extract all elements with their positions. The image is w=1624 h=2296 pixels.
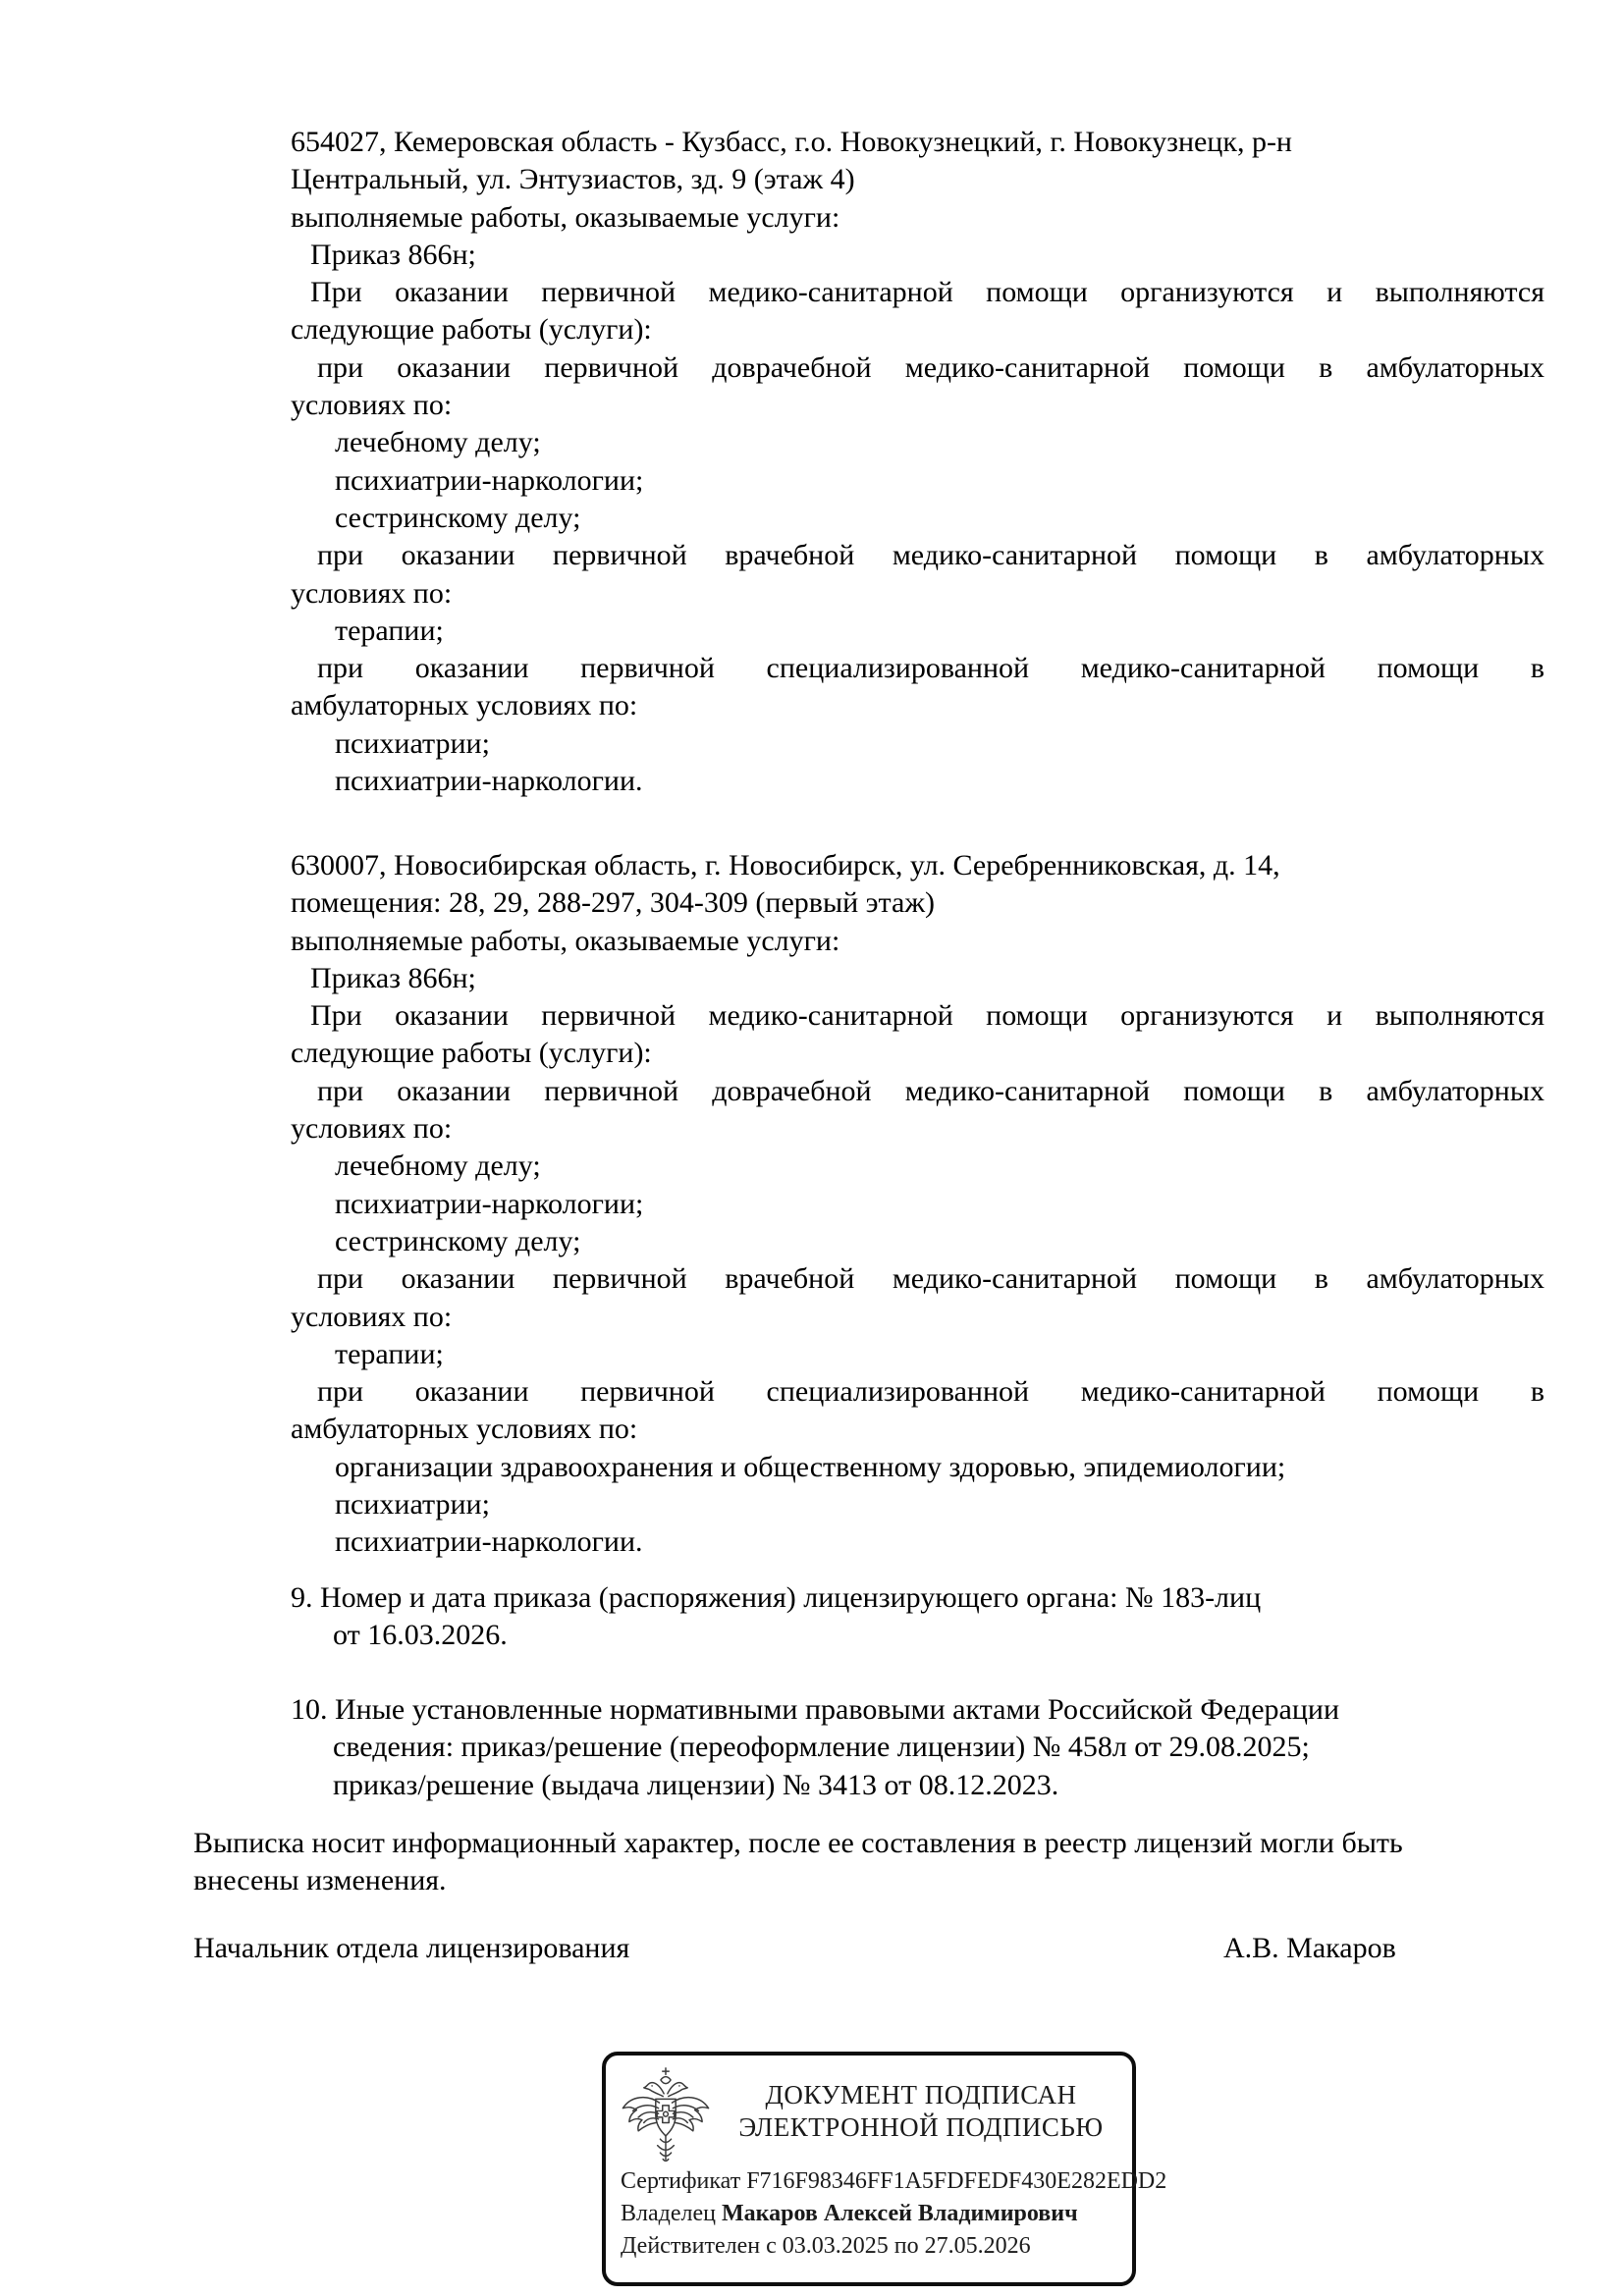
text-line: амбулаторных условиях по: [291,689,638,722]
signatory-position-title: Начальник отдела лицензирования [193,1932,630,1964]
owner-label: Владелец [621,2201,716,2226]
text-line: терапии; [335,1337,444,1370]
signatory-name: А.В. Макаров [1223,1932,1396,1964]
owner-name: Макаров Алексей Владимирович [721,2201,1078,2226]
text-line: при оказании первичной специализированной медико-санитарной помощи в [317,652,1544,685]
text-line: лечебному делу; [335,1149,541,1183]
text-line: организации здравоохранения и общественному здоровью, эпидемиологии; [335,1450,1286,1483]
text-line: лечебному делу; [335,426,541,459]
address-block-2 [291,847,1544,1562]
text-line: Центральный, ул. Энтузиастов, зд. 9 (этаж 4) [291,163,855,196]
double-headed-eagle-emblem-icon [619,2066,713,2166]
stamp-certificate-line [621,2165,1166,2198]
text-line: условиях по: [291,1300,453,1333]
text-line: 630007, Новосибирская область, г. Новосибирск, ул. Серебренниковская, д. 14, [291,849,1280,881]
stamp-validity-line: Действителен с 03.03.2025 по 27.05.2026 [621,2233,1031,2259]
text-line: При оказании первичной медико-санитарной помощи организуются и выполняются [310,999,1544,1033]
text-line: Выписка носит информационный характер, после ее составления в реестр лицензий могли быть [193,1827,1403,1859]
text-line: Приказ 866н; [310,238,476,271]
text-line: психиатрии-наркологии. [335,765,643,798]
stamp-title-line-2: ЭЛЕКТРОННОЙ ПОДПИСЬЮ [738,2112,1104,2142]
item-9 [291,1579,1544,1655]
text-line: 654027, Кемеровская область - Кузбасс, г.о. Новокузнецкий, г. Новокузнецк, р-н [291,126,1292,158]
text-line: 10. Иные установленные нормативными правовыми актами Российской Федерации [291,1693,1340,1726]
text-line: при оказании первичной специализированной медико-санитарной помощи в [317,1375,1544,1409]
stamp-title-line-1: ДОКУМЕНТ ПОДПИСАН [765,2080,1077,2109]
text-line: психиатрии; [335,726,490,760]
text-line: сестринскому делу; [335,501,581,534]
text-line: сестринскому делу; [335,1224,581,1257]
text-line: при оказании первичной доврачебной медико-санитарной помощи в амбулаторных [317,350,1544,384]
address-block-1 [291,124,1544,800]
text-line: психиатрии; [335,1488,490,1522]
text-line: терапии; [335,614,444,647]
text-line: 9. Номер и дата приказа (распоряжения) лицензирующего органа: № 183-лиц [291,1581,1262,1614]
text-line: психиатрии-наркологии; [335,1187,644,1220]
text-line: психиатрии-наркологии; [335,463,644,497]
text-line: следующие работы (услуги): [291,1037,652,1070]
text-line: психиатрии-наркологии. [335,1525,643,1559]
info-note [193,1825,1544,1900]
text-line: следующие работы (услуги): [291,313,652,347]
text-line: приказ/решение (выдача лицензии) № 3413 от 08.12.2023. [333,1768,1059,1801]
text-line: при оказании первичной доврачебной медико-санитарной помощи в амбулаторных [317,1074,1544,1107]
text-line: сведения: приказ/решение (переоформление лицензии) № 458л от 29.08.2025; [333,1731,1310,1764]
text-line: от 16.03.2026. [333,1619,508,1652]
text-line: условиях по: [291,576,453,610]
text-line: условиях по: [291,1112,453,1146]
text-line: внесены изменения. [193,1864,447,1897]
text-line: при оказании первичной врачебной медико-санитарной помощи в амбулаторных [317,1262,1544,1296]
item-10 [291,1691,1544,1804]
text-line: помещения: 28, 29, 288-297, 304-309 (первый этаж) [291,886,936,920]
text-line: при оказании первичной врачебной медико-санитарной помощи в амбулаторных [317,539,1544,572]
text-line: условиях по: [291,389,453,422]
text-line: выполняемые работы, оказываемые услуги: [291,924,840,957]
certificate-value: F716F98346FF1A5FDFEDF430E282EDD2 [746,2168,1167,2194]
stamp-owner-line [621,2198,1166,2230]
certificate-label: Сертификат [621,2168,741,2194]
text-line: амбулаторных условиях по: [291,1413,638,1446]
electronic-signature-stamp [602,2052,1167,2286]
text-line: выполняемые работы, оказываемые услуги: [291,200,840,234]
text-line: Приказ 866н; [310,961,476,994]
text-line: При оказании первичной медико-санитарной помощи организуются и выполняются [310,276,1544,309]
